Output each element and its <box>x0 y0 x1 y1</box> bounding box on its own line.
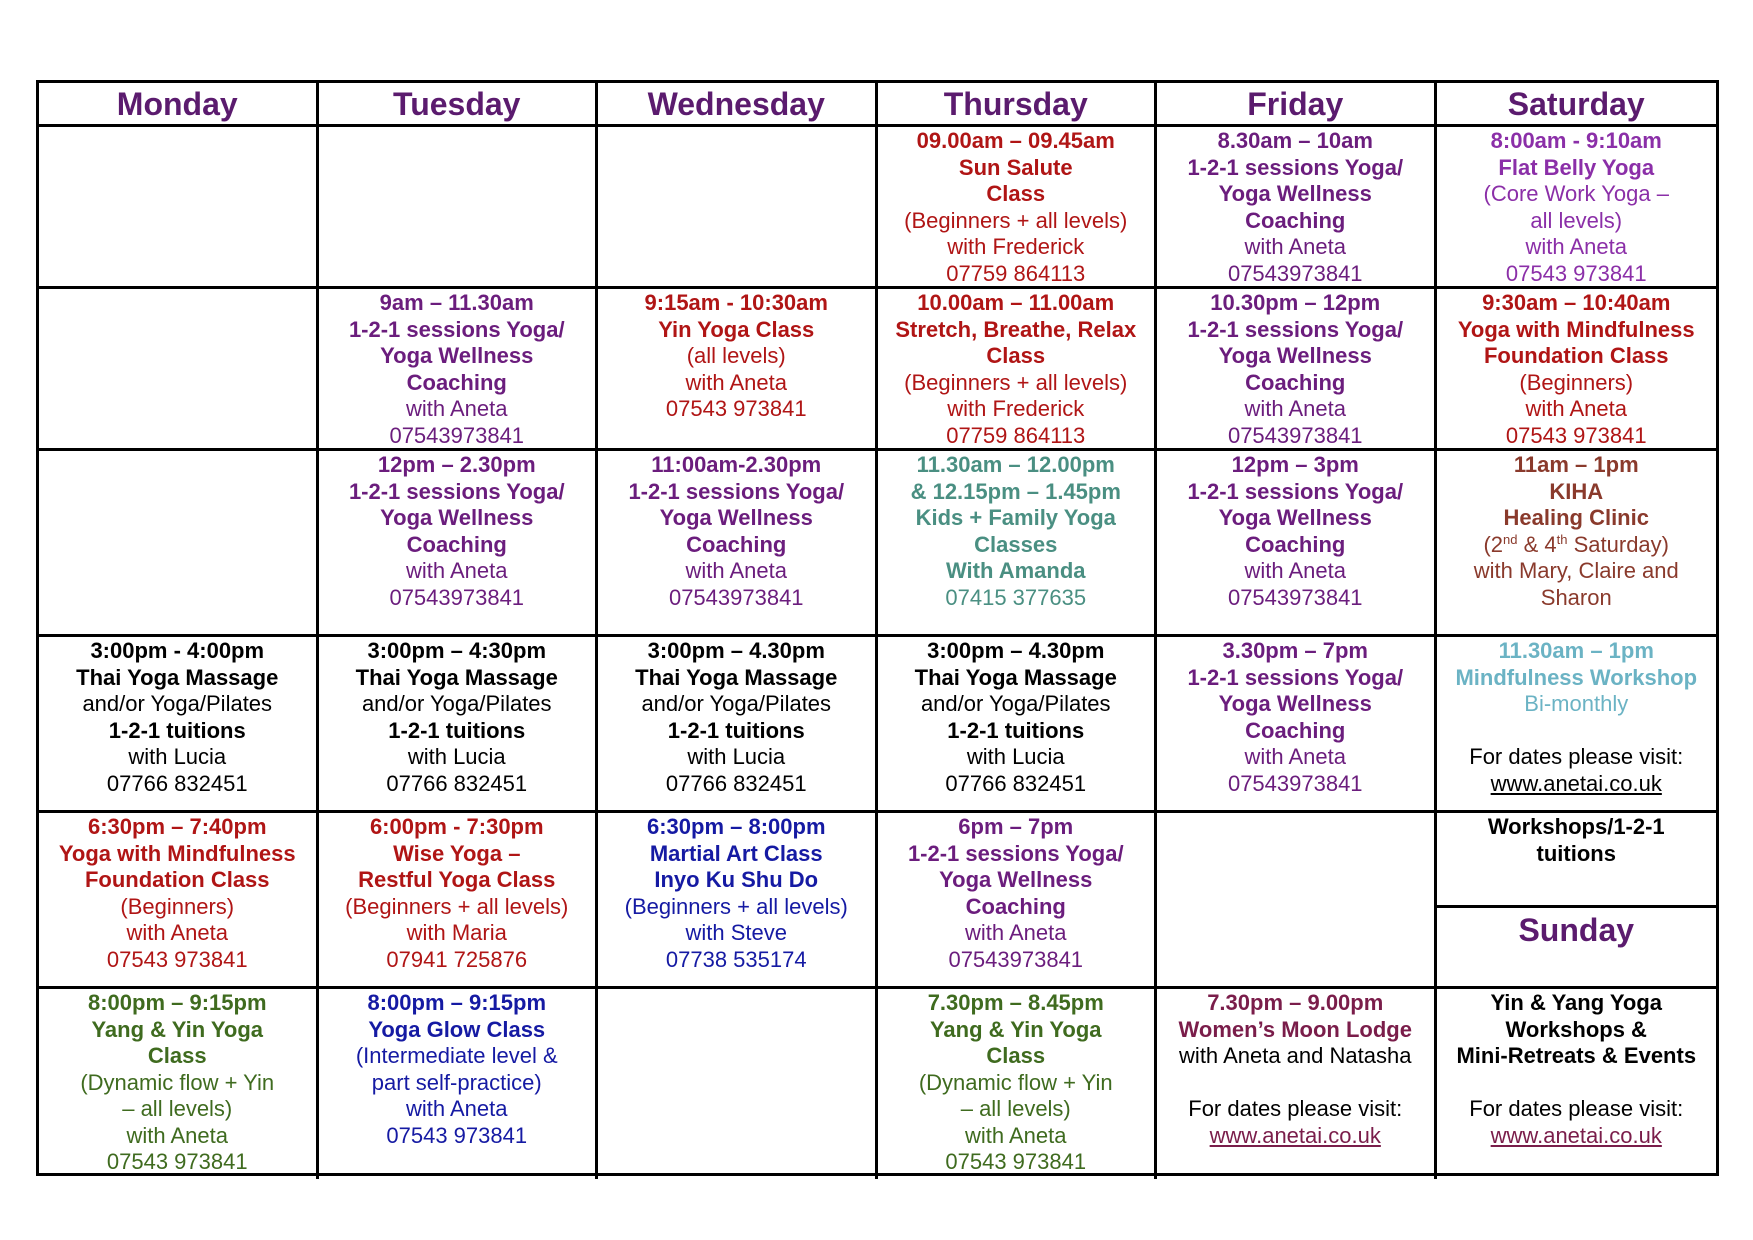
class-title-line: 09.00am – 09.45am <box>916 128 1115 153</box>
class-title-line: Yin Yoga Class <box>658 316 815 342</box>
class-title-line: Flat Belly Yoga <box>1498 154 1655 180</box>
class-title-line: Thai Yoga Massage <box>355 664 558 690</box>
class-title-line: 1-2-1 sessions Yoga/ <box>1187 478 1404 504</box>
class-detail-line: with Lucia <box>687 744 786 769</box>
class-title-line: 3:00pm – 4:30pm <box>367 638 547 663</box>
class-title-line: Thai Yoga Massage <box>914 664 1117 690</box>
day-header-monday: Monday <box>39 83 319 127</box>
class-title-line: 12pm – 3pm <box>1231 452 1359 477</box>
class-detail-line: 07543973841 <box>1227 260 1363 286</box>
class-title-line: Yang & Yin Yoga <box>929 1016 1102 1042</box>
class-title-line: Yoga Wellness <box>939 867 1093 892</box>
kiha-dates-part: nd <box>1503 531 1518 547</box>
class-detail-line: with Aneta and Natasha <box>1179 1043 1412 1068</box>
class-detail-line: – all levels) <box>960 1096 1071 1121</box>
schedule-cell <box>1157 127 1437 289</box>
schedule-cell <box>598 813 878 989</box>
class-detail-line: with Aneta <box>1525 234 1627 259</box>
class-detail-line: 07941 725876 <box>386 946 528 972</box>
class-detail-line: 07766 832451 <box>945 770 1087 796</box>
class-detail-line: with Aneta <box>405 396 508 421</box>
class-detail-line: with Aneta <box>126 1122 228 1148</box>
class-title-line: 1-2-1 sessions Yoga/ <box>348 478 565 504</box>
class-title-line: Stretch, Breathe, Relax <box>895 316 1137 342</box>
class-detail-line: 07766 832451 <box>106 770 248 796</box>
class-title-line: Yang & Yin Yoga <box>91 1016 264 1042</box>
class-title-line: Class <box>986 181 1046 206</box>
class-detail-line: 07543973841 <box>668 584 804 610</box>
class-title-line: With Amanda <box>945 558 1086 583</box>
class-detail-line: with Mary, Claire and <box>1473 558 1679 583</box>
class-title-line: 8:00am - 9:10am <box>1490 128 1662 153</box>
class-detail-line: (Beginners + all levels) <box>904 369 1128 395</box>
class-title-line: 1-2-1 tuitions <box>667 717 805 743</box>
kiha-dates-part: th <box>1556 531 1568 547</box>
class-title-line: Kids + Family Yoga <box>915 505 1116 530</box>
class-detail-line: with Aneta <box>1244 396 1346 421</box>
schedule-cell <box>598 451 878 637</box>
class-title-line: 3:00pm – 4.30pm <box>647 638 825 663</box>
class-title-line: Yoga with Mindfulness <box>58 840 296 866</box>
class-detail-line: (Beginners + all levels) <box>624 893 848 919</box>
class-title-line: 6pm – 7pm <box>958 814 1074 839</box>
class-title-line: Coaching <box>965 893 1066 919</box>
class-title-line: 1-2-1 sessions Yoga/ <box>1187 316 1404 342</box>
class-detail-line: 07543 973841 <box>1505 260 1647 286</box>
class-title-line: Sun Salute <box>958 154 1073 180</box>
class-detail-line: (Beginners + all levels) <box>345 893 569 919</box>
class-title-line: 11.30am – 1pm <box>1498 638 1654 663</box>
class-title-line: 9:15am - 10:30am <box>644 290 828 315</box>
class-title-line: Yoga Wellness <box>1218 691 1372 716</box>
schedule-cell <box>39 813 319 989</box>
class-detail-line: (Dynamic flow + Yin <box>80 1069 275 1095</box>
class-title-line: Thai Yoga Massage <box>635 664 838 690</box>
class-title-line: Coaching <box>1245 369 1346 395</box>
class-detail-line: with Aneta <box>685 369 787 395</box>
class-detail-line: with Aneta <box>1525 396 1627 421</box>
schedule-cell <box>39 289 319 451</box>
schedule-cell <box>1437 637 1717 813</box>
class-title-line: Yoga Wellness <box>380 343 534 368</box>
class-detail-line: (Beginners) <box>1519 369 1634 395</box>
class-title-line: Inyo Ku Shu Do <box>654 867 819 892</box>
class-detail-line: 07543 973841 <box>106 1149 248 1174</box>
schedule-cell <box>319 127 599 289</box>
class-title-line: 8:00pm – 9:15pm <box>367 990 547 1015</box>
schedule-cell <box>1437 127 1717 289</box>
class-detail-line: with Lucia <box>966 744 1065 769</box>
class-detail-line: (all levels) <box>686 343 786 368</box>
class-detail-line: For dates please visit: <box>1188 1096 1403 1121</box>
class-detail-line: with Aneta <box>126 920 228 945</box>
class-detail-line: and/or Yoga/Pilates <box>641 691 832 716</box>
schedule-cell <box>598 989 878 1179</box>
schedule-cell <box>878 813 1158 989</box>
class-detail-line: 07738 535174 <box>665 946 807 972</box>
class-detail-line: 07543973841 <box>1227 770 1363 796</box>
class-title-line: 1-2-1 tuitions <box>947 717 1085 743</box>
day-header-saturday: Saturday <box>1437 83 1717 127</box>
class-detail-line: (Beginners + all levels) <box>904 207 1128 233</box>
website-link[interactable]: www.anetai.co.uk <box>1490 770 1662 796</box>
schedule-cell <box>1157 813 1437 989</box>
class-title-line: Thai Yoga Massage <box>76 664 279 690</box>
spacer <box>1437 718 1717 745</box>
schedule-cell <box>878 451 1158 637</box>
class-detail-line: 07759 864113 <box>946 260 1086 286</box>
class-title-line: 10.30pm – 12pm <box>1210 290 1381 315</box>
class-detail-line: all levels) <box>1530 207 1623 233</box>
class-detail-line: 07543973841 <box>948 946 1084 972</box>
schedule-cell <box>319 813 599 989</box>
class-detail-line: with Aneta <box>964 920 1067 945</box>
class-title-line: Class <box>986 343 1046 368</box>
schedule-cell <box>39 451 319 637</box>
kiha-dates-part: Saturday) <box>1567 531 1669 557</box>
schedule-cell <box>1157 289 1437 451</box>
class-detail-line: 07766 832451 <box>386 770 528 796</box>
class-title-line: 11am – 1pm <box>1513 452 1639 477</box>
day-header-wednesday: Wednesday <box>598 83 878 127</box>
class-title-line: Coaching <box>406 531 507 557</box>
schedule-cell <box>878 289 1158 451</box>
class-title-line: Workshops & <box>1505 1016 1647 1042</box>
class-detail-line: with Aneta <box>405 1096 508 1121</box>
class-detail-line: and/or Yoga/Pilates <box>361 691 552 716</box>
spacer <box>1437 1070 1717 1097</box>
class-title-line: Yoga Glow Class <box>368 1016 546 1042</box>
class-detail-line: with Maria <box>406 920 507 945</box>
class-title-line: 7.30pm – 8.45pm <box>927 990 1104 1015</box>
class-detail-line: (Core Work Yoga – <box>1483 181 1669 206</box>
class-detail-line: with Frederick <box>947 234 1085 259</box>
class-detail-line: with Frederick <box>947 396 1085 421</box>
schedule-cell <box>319 289 599 451</box>
schedule-cell <box>1157 989 1437 1179</box>
schedule-cell <box>1157 451 1437 637</box>
kiha-dates-part: & 4 <box>1517 531 1557 557</box>
schedule-cell <box>878 989 1158 1179</box>
class-title-line: Class <box>986 1043 1046 1068</box>
class-detail-line: 07543 973841 <box>945 1149 1087 1174</box>
class-title-line: Class <box>147 1043 207 1068</box>
class-detail-line: For dates please visit: <box>1469 744 1684 769</box>
schedule-cell <box>1157 637 1437 813</box>
class-title-line: 1-2-1 tuitions <box>388 717 526 743</box>
class-detail-line: (Dynamic flow + Yin <box>918 1069 1113 1095</box>
class-title-line: Yoga Wellness <box>1218 343 1372 368</box>
class-title-line: tuitions <box>1536 840 1616 866</box>
schedule-cell <box>39 989 319 1179</box>
class-title-line: 10.00am – 11.00am <box>917 290 1115 315</box>
class-detail-line: and/or Yoga/Pilates <box>920 691 1111 716</box>
class-title-line: Coaching <box>1245 531 1346 557</box>
schedule-cell <box>878 637 1158 813</box>
class-detail-line: 07543973841 <box>1227 422 1363 448</box>
class-title-line: 3:00pm – 4.30pm <box>927 638 1105 663</box>
schedule-cell <box>1437 289 1717 451</box>
schedule-cell <box>319 637 599 813</box>
class-title-line: 7.30pm – 9.00pm <box>1207 990 1384 1015</box>
class-detail-line: – all levels) <box>122 1096 233 1121</box>
class-title-line: 1-2-1 sessions Yoga/ <box>348 316 565 342</box>
class-title-line: 9am – 11.30am <box>379 290 534 315</box>
class-detail-line: 07543 973841 <box>665 396 807 421</box>
class-title-line: 6:30pm – 7:40pm <box>87 814 267 839</box>
class-title-line: 8.30am – 10am <box>1217 128 1373 153</box>
spacer <box>1157 1070 1434 1097</box>
class-title-line: Healing Clinic <box>1503 505 1649 530</box>
class-detail-line: with Aneta <box>405 558 508 583</box>
class-title-line: Mini-Retreats & Events <box>1456 1043 1697 1068</box>
class-title-line: Workshops/1-2-1 <box>1487 814 1665 839</box>
class-title-line: 8:00pm – 9:15pm <box>87 990 267 1015</box>
class-title-line: Yoga Wellness <box>380 505 534 530</box>
class-title-line: Coaching <box>1245 207 1346 233</box>
class-title-line: Foundation Class <box>1483 343 1669 368</box>
class-detail-line: and/or Yoga/Pilates <box>82 691 273 716</box>
class-title-line: 1-2-1 sessions Yoga/ <box>907 840 1124 866</box>
class-title-line: 3:00pm - 4:00pm <box>90 638 265 663</box>
class-title-line: Foundation Class <box>84 867 270 892</box>
schedule-cell <box>598 637 878 813</box>
class-title-line: Yoga with Mindfulness <box>1457 316 1695 342</box>
schedule-cell <box>39 637 319 813</box>
class-title-line: 1-2-1 sessions Yoga/ <box>1187 154 1404 180</box>
workshops-tuitions-box <box>1437 814 1717 908</box>
class-detail-line: 07543 973841 <box>106 946 248 972</box>
website-link[interactable]: www.anetai.co.uk <box>1490 1122 1662 1148</box>
day-header-sunday: Sunday <box>1518 912 1635 948</box>
class-title-line: Women’s Moon Lodge <box>1178 1016 1412 1042</box>
class-title-line: Classes <box>974 531 1058 557</box>
class-detail-line: with Lucia <box>128 744 227 769</box>
class-detail-line: with Aneta <box>1244 744 1346 769</box>
class-detail-line: 07543973841 <box>1227 584 1363 610</box>
class-title-line: 11.30am – 12.00pm <box>916 452 1115 477</box>
class-title-line: Restful Yoga Class <box>358 867 556 892</box>
day-header-friday: Friday <box>1157 83 1437 127</box>
day-header-thursday: Thursday <box>878 83 1158 127</box>
class-title-line: 9:30am – 10:40am <box>1482 290 1671 315</box>
class-detail-line: 07543 973841 <box>1505 422 1647 448</box>
schedule-cell <box>39 127 319 289</box>
class-title-line: Yoga Wellness <box>1218 181 1372 206</box>
class-title-line: Yoga Wellness <box>659 505 813 530</box>
schedule-cell <box>598 289 878 451</box>
schedule-cell <box>1437 813 1717 989</box>
website-link[interactable]: www.anetai.co.uk <box>1209 1122 1381 1148</box>
class-title-line: 12pm – 2.30pm <box>377 452 536 477</box>
class-detail-line: with Lucia <box>407 744 506 769</box>
schedule-cell <box>319 989 599 1179</box>
class-detail-line: (Beginners) <box>120 893 235 919</box>
class-title-line: Coaching <box>686 531 787 557</box>
schedule-cell <box>598 127 878 289</box>
class-title-line: & 12.15pm – 1.45pm <box>910 478 1121 504</box>
class-title-line: Coaching <box>406 369 507 395</box>
class-title-line: 1-2-1 sessions Yoga/ <box>628 478 845 504</box>
schedule-cell <box>878 127 1158 289</box>
class-detail-line: 07759 864113 <box>946 422 1086 448</box>
class-title-line: Mindfulness Workshop <box>1455 664 1698 690</box>
class-title-line: 6:00pm - 7:30pm <box>369 814 544 839</box>
class-title-line: Yin & Yang Yoga <box>1490 990 1663 1015</box>
class-title-line: 1-2-1 sessions Yoga/ <box>1187 664 1404 690</box>
class-title-line: 3.30pm – 7pm <box>1222 638 1368 663</box>
class-title-line: Wise Yoga – <box>393 840 521 866</box>
class-detail-line: (Intermediate level & <box>355 1043 558 1068</box>
class-detail-line: 07543973841 <box>389 584 525 610</box>
weekly-timetable <box>36 80 1719 1176</box>
day-header-tuesday: Tuesday <box>319 83 599 127</box>
class-title-line: 6:30pm – 8:00pm <box>646 814 826 839</box>
class-detail-line: with Aneta <box>1244 558 1346 583</box>
class-detail-line: part self-practice) <box>371 1069 542 1095</box>
class-title-line: 11:00am-2.30pm <box>651 452 822 477</box>
class-detail-line: with Aneta <box>964 1122 1067 1148</box>
schedule-cell <box>1437 989 1717 1179</box>
class-detail-line: 07543973841 <box>389 422 525 448</box>
class-title-line: Yoga Wellness <box>1218 505 1372 530</box>
class-detail-line: 07415 377635 <box>945 584 1087 610</box>
class-title-line: KIHA <box>1549 478 1604 504</box>
kiha-dates <box>1437 532 1717 559</box>
schedule-cell <box>1437 451 1717 637</box>
class-title-line: Martial Art Class <box>649 840 823 866</box>
class-detail-line: 07543 973841 <box>386 1122 528 1148</box>
class-detail-line: with Steve <box>685 920 787 945</box>
class-title-line: Coaching <box>1245 717 1346 743</box>
class-detail-line: 07766 832451 <box>665 770 807 796</box>
class-detail-line: Sharon <box>1540 584 1612 610</box>
kiha-dates-part: (2 <box>1483 531 1504 557</box>
class-detail-line: with Aneta <box>1244 234 1346 259</box>
class-title-line: 1-2-1 tuitions <box>108 717 246 743</box>
schedule-cell <box>319 451 599 637</box>
class-detail-line: Bi-monthly <box>1524 691 1629 716</box>
class-detail-line: with Aneta <box>685 558 787 583</box>
class-detail-line: For dates please visit: <box>1469 1096 1684 1121</box>
